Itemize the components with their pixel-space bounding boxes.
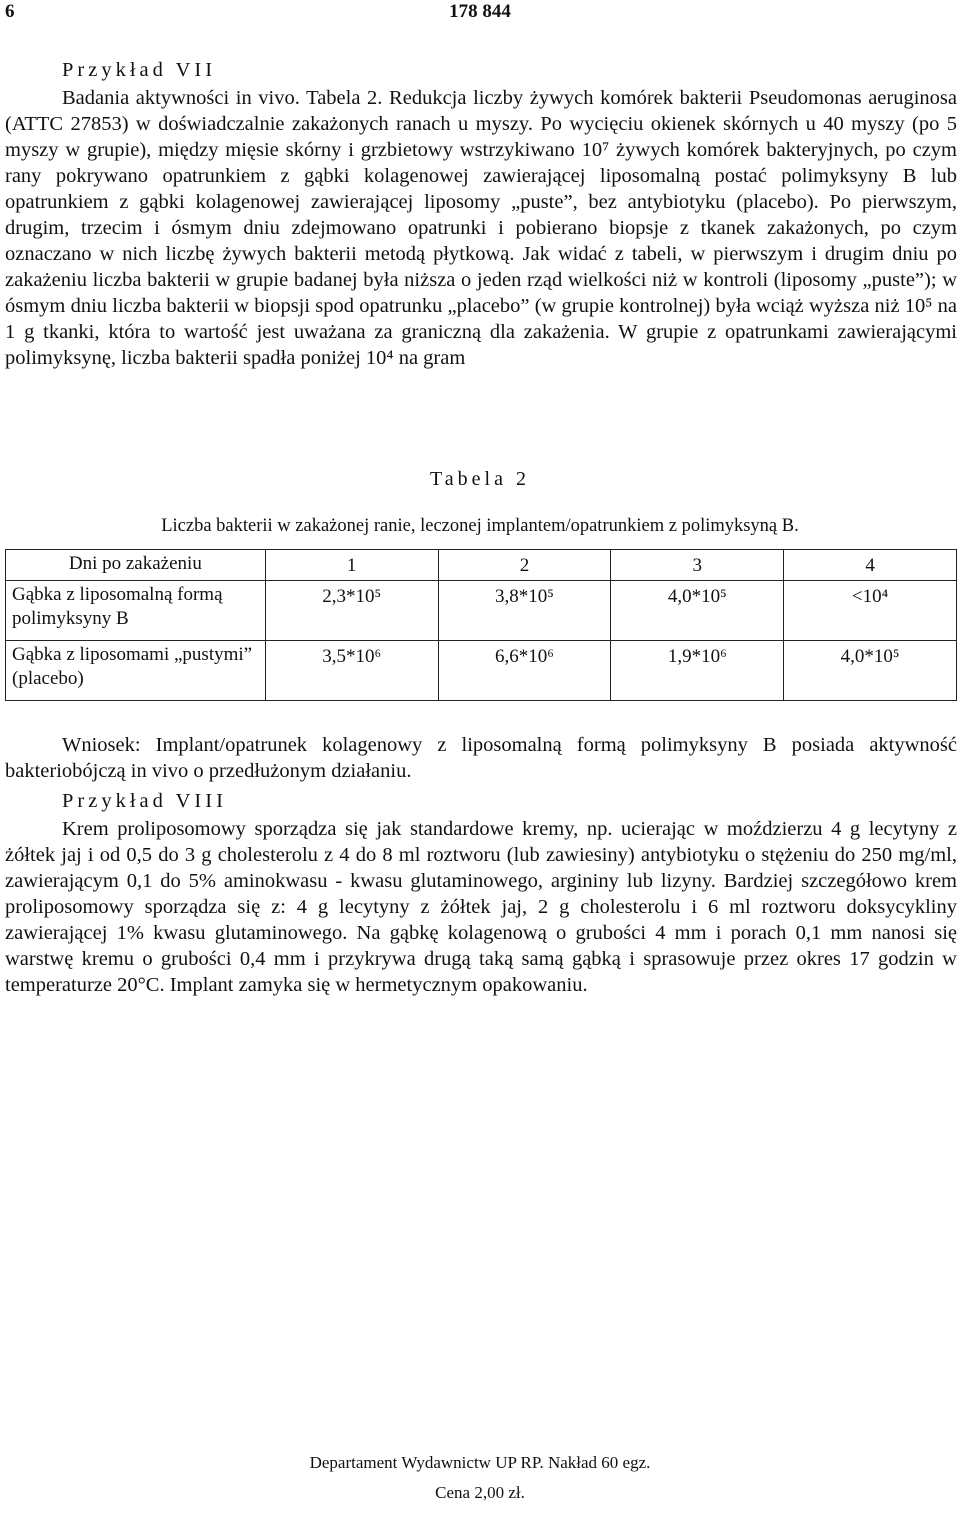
example-8-text: Krem proliposomowy sporządza się jak standardowe kremy, np. ucierając w moździerzu 4 g lecytyny z żółtek jaj i od 0,5 do 3 g cholesterolu z 4 do 8 ml roztworu (lub zawiesiny) antybiotyku o stężeniu do 250 mg/ml, zawierającym 0,1 do 5% aminokwasu - kwasu glutaminowego, argininy lub lizyny. Bardziej szczegółowo krem proliposomowy sporządza się z: 4 g lecytyny z żółtek jaj, 2 g cholesterolu i 6 ml roztworu doksycykliny zawierającej 1% kwasu glutaminowego. Na gąbkę kolagenową o grubości 4 mm i porach 0,1 mm nanosi się warstwę kremu o grubości 0,4 mm i przykrywa drugą taką samą gąbką i sprasowuje przez okres 17 godzin w temperaturze 20°C. Implant zamyka się w hermetycznym opakowaniu.	[5, 818, 957, 996]
example-7-heading: Przykład VII	[62, 59, 217, 81]
table-header-row	[6, 550, 957, 581]
table-header-label: Dni po zakażeniu	[6, 550, 266, 581]
table-cell: <10⁴	[784, 581, 957, 641]
table-row	[6, 581, 957, 641]
bacteria-count-table	[5, 549, 957, 701]
table-caption: Liczba bakterii w zakażonej ranie, leczonej implantem/opatrunkiem z polimyksyną B.	[161, 516, 799, 536]
page-number: 6	[5, 1, 15, 22]
row-label: Gąbka z liposomalną formą polimyksyny B	[6, 581, 266, 641]
table-cell: 6,6*10⁶	[438, 641, 611, 701]
column-day-2: 2	[438, 550, 611, 581]
table-row	[6, 641, 957, 701]
row-label: Gąbka z liposomami „pustymi” (placebo)	[6, 641, 266, 701]
table-title: Tabela 2	[429, 468, 530, 490]
column-day-4: 4	[784, 550, 957, 581]
publisher-note: Departament Wydawnictw UP RP. Nakład 60 egz.	[309, 1453, 651, 1472]
document-number: 178 844	[449, 1, 511, 22]
table-cell: 3,5*10⁶	[265, 641, 438, 701]
column-day-1: 1	[265, 550, 438, 581]
column-day-3: 3	[611, 550, 784, 581]
table-cell: 4,0*10⁵	[784, 641, 957, 701]
table-cell: 2,3*10⁵	[265, 581, 438, 641]
table-cell: 4,0*10⁵	[611, 581, 784, 641]
table-cell: 1,9*10⁶	[611, 641, 784, 701]
conclusion-text: Wniosek: Implant/opatrunek kolagenowy z liposomalną formą polimyksyny B posiada aktywność bakteriobójczą in vivo o przedłużonym działaniu.	[5, 734, 957, 782]
example-8-heading: Przykład VIII	[62, 790, 227, 812]
table-cell: 3,8*10⁵	[438, 581, 611, 641]
example-7-text: Badania aktywności in vivo. Tabela 2. Redukcja liczby żywych komórek bakterii Pseudomonas aeruginosa (ATTC 27853) w doświadczalnie zakażonych ranach u myszy. Po wycięciu okienek skórnych u 40 myszy (po 5 myszy w grupie), między mięsie skórny i grzbietowy wstrzykiwano 10⁷ żywych komórek bakteryjnych, po czym rany pokrywano opatrunkiem z gąbki kolagenowej zawierającej liposomalną postać polimyksyny B lub opatrunkiem z gąbki kolagenowej zawierającej liposomy „puste”, bez antybiotyku (placebo). Po pierwszym, drugim, trzecim i ósmym dniu zdejmowano opatrunki i pobierano biopsje z tkanek zakażonych, po czym oznaczano w nich liczbę żywych bakterii metodą płytkową. Jak widać z tabeli, w pierwszym i drugim dniu po zakażeniu liczba bakterii w grupie badanej była niższa o jeden rząd wielkości niż w kontroli (liposomy „puste”); w ósmym dniu liczba bakterii w biopsji spod opatrunku „placebo” (w grupie kontrolnej) była wciąż wyższa niż 10⁵ na 1 g tkanki, która to wartość jest uważana za graniczną dla zakażenia. W grupie z opatrunkami zawierającymi polimyksynę, liczba bakterii spadła poniżej 10⁴ na gram	[5, 87, 957, 369]
price-note: Cena 2,00 zł.	[435, 1483, 525, 1502]
